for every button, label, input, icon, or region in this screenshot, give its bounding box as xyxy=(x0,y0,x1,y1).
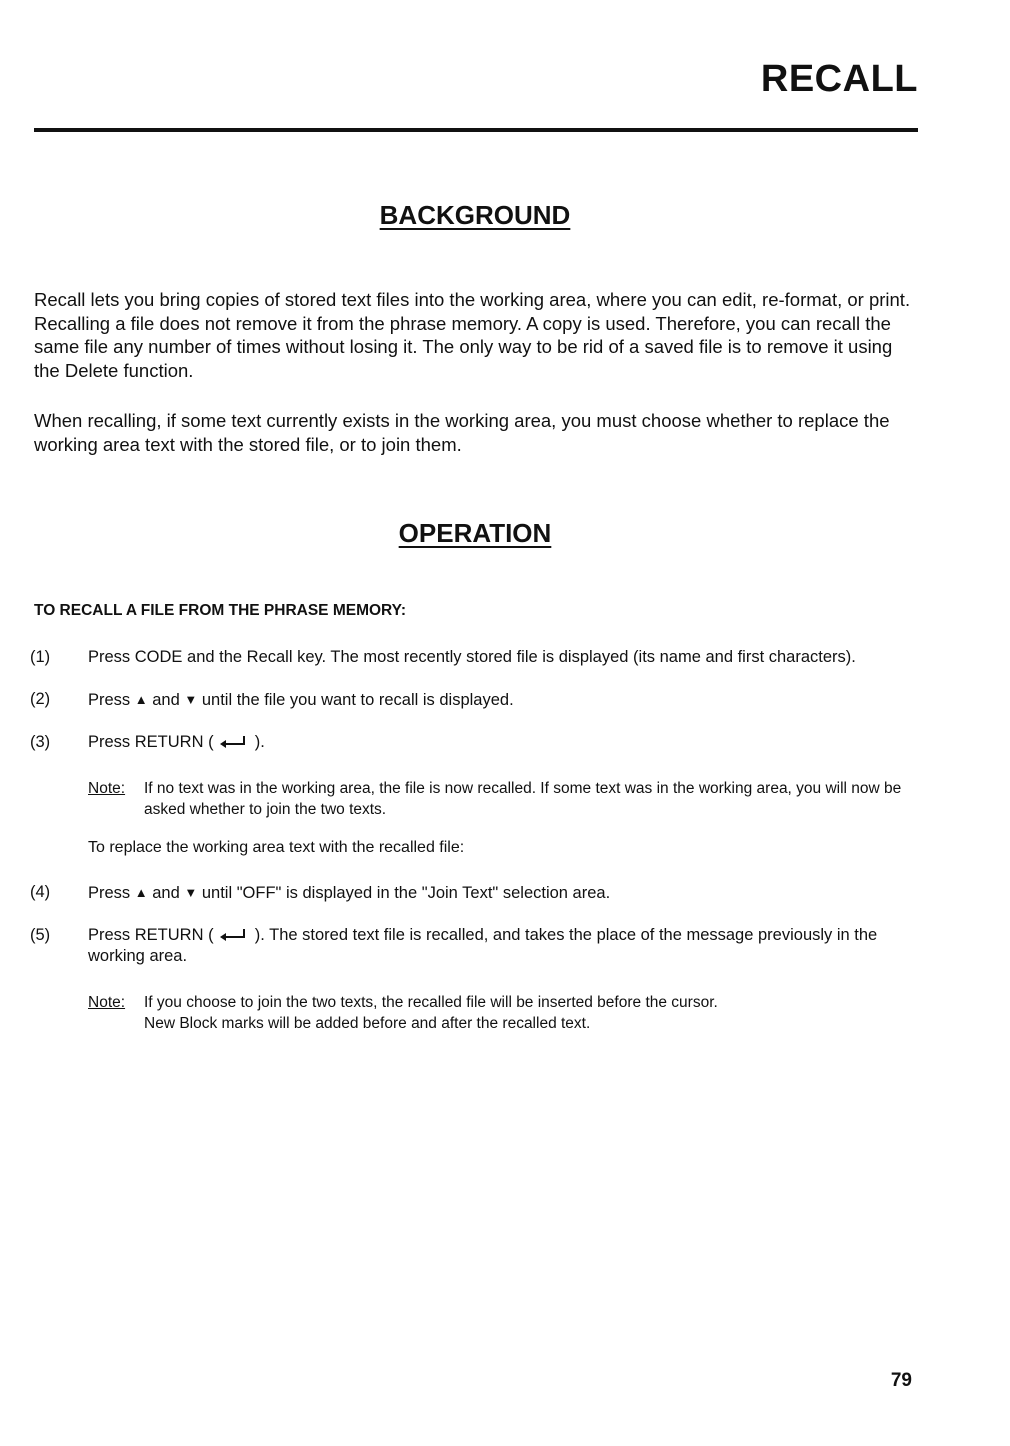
up-arrow-icon: ▲ xyxy=(134,885,148,900)
step-text xyxy=(88,925,920,967)
page-number: 79 xyxy=(890,1370,912,1391)
step-number: (3) xyxy=(30,733,51,751)
note-label: Note: xyxy=(88,780,126,797)
step-text xyxy=(88,689,920,711)
note-line-2: New Block marks will be added before and after the recalled text. xyxy=(144,1015,591,1032)
down-arrow-icon: ▼ xyxy=(184,692,198,707)
step-text-part: Press RETURN ( xyxy=(88,733,214,751)
background-heading: BACKGROUND xyxy=(379,200,571,230)
note-text xyxy=(144,992,918,1034)
step-text-part: Press xyxy=(88,884,131,902)
step-text-part: ). xyxy=(254,733,265,751)
up-arrow-icon: ▲ xyxy=(134,692,148,707)
note-line-1: If you choose to join the two texts, the recalled file will be inserted before the cursor. xyxy=(144,994,718,1011)
recall-subheading: TO RECALL A FILE FROM THE PHRASE MEMORY: xyxy=(34,602,406,619)
step-number: (5) xyxy=(30,926,51,944)
note-label: Note: xyxy=(88,994,126,1011)
step-number: (1) xyxy=(30,648,51,666)
step-text-part: and xyxy=(152,691,180,709)
step-text-part: and xyxy=(152,884,180,902)
replace-instruction: To replace the working area text with the recalled file: xyxy=(88,839,465,856)
step-text xyxy=(88,882,920,904)
return-key-icon xyxy=(218,734,250,748)
operation-heading: OPERATION xyxy=(398,518,552,548)
step-text xyxy=(88,732,920,753)
step-number: (2) xyxy=(30,690,51,708)
step-text: Press CODE and the Recall key. The most recently stored file is displayed (its name and first characters). xyxy=(88,648,856,666)
down-arrow-icon: ▼ xyxy=(184,885,198,900)
step-number: (4) xyxy=(30,883,51,901)
title-rule xyxy=(34,128,918,132)
background-paragraph-1: Recall lets you bring copies of stored text files into the working area, where you can edit, re-format, or print. Recalling a file does not remove it from the phrase memory. A copy is used. Therefore, you can recall the same file any number of times without losing it. The only way to be rid of a saved file is to remove it using the Delete function. xyxy=(34,289,911,381)
step-text-part: until the file you want to recall is displayed. xyxy=(201,691,514,709)
step-text-part: ). The stored text file is recalled, and takes the place of the message previously in the working area. xyxy=(88,926,878,965)
step-text-part: Press xyxy=(88,691,131,709)
step-text-part: until "OFF" is displayed in the "Join Text" selection area. xyxy=(201,884,611,902)
step-text-part: Press RETURN ( xyxy=(88,926,214,944)
background-paragraph-2: When recalling, if some text currently exists in the working area, you must choose whether to replace the working area text with the stored file, or to join them. xyxy=(34,410,890,455)
return-key-icon xyxy=(218,927,250,941)
page-title: RECALL xyxy=(760,58,918,100)
note-text: If no text was in the working area, the file is now recalled. If some text was in the working area, you will now be asked whether to join the two texts. xyxy=(144,780,902,818)
